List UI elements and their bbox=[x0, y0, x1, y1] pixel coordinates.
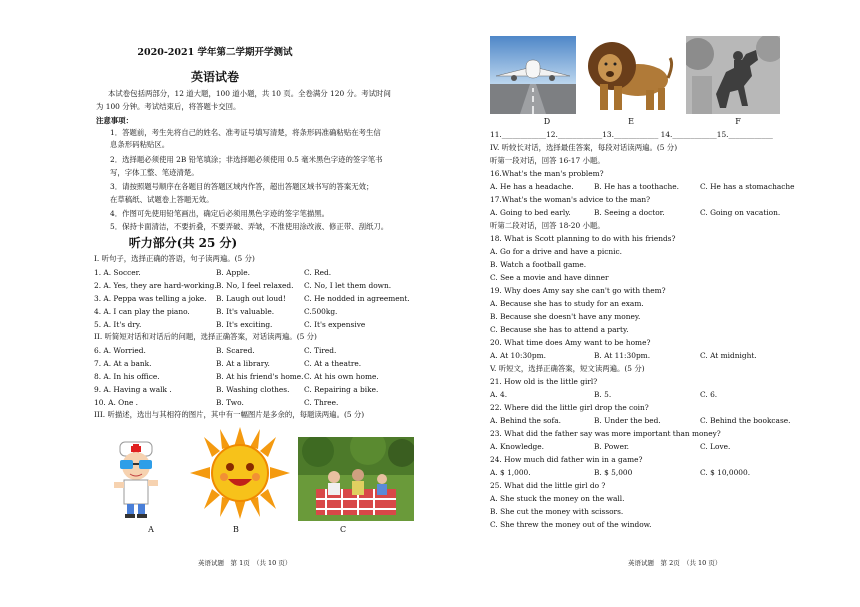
q18-option-c: C. See a movie and have dinner bbox=[490, 273, 609, 282]
q9-option-c: C. Repairing a bike. bbox=[304, 385, 379, 394]
q5-option-a: 5. A. It's dry. bbox=[94, 320, 142, 329]
q3-option-a: 3. A. Peppa was telling a joke. bbox=[94, 294, 207, 303]
section-4-instructions: IV. 听较长对话，选择最佳答案，每段对话读两遍。(5 分) bbox=[490, 143, 678, 152]
q10-option-a: 10. A. One . bbox=[94, 398, 139, 407]
smiling-sun-image bbox=[188, 425, 292, 521]
q22-option-b: B. Under the bed. bbox=[594, 416, 661, 425]
q7-option-b: B. At a library. bbox=[216, 359, 270, 368]
note-line: 1．答题前，考生先将自己的姓名、准考证号填写清楚，将条形码准确粘贴在考生信 bbox=[110, 128, 381, 137]
q21-option-a: A. 4. bbox=[490, 390, 508, 399]
q1-option-a: 1. A. Soccer. bbox=[94, 268, 141, 277]
notes-heading: 注意事项： bbox=[96, 116, 133, 125]
q21-option-c: C. 6. bbox=[700, 390, 718, 399]
q1-option-b: B. Apple. bbox=[216, 268, 251, 277]
note-line: 在草稿纸、试题卷上答题无效。 bbox=[110, 195, 214, 204]
q20-option-a: A. At 10:30pm. bbox=[490, 351, 546, 360]
q17-option-a: A. Going to bed early. bbox=[490, 208, 571, 217]
q9-option-a: 9. A. Having a walk . bbox=[94, 385, 172, 394]
q24-option-a: A. $ 1,000. bbox=[490, 468, 531, 477]
q20-question: 20. What time does Amy want to be home? bbox=[490, 338, 651, 347]
q21-question: 21. How old is the little girl? bbox=[490, 377, 598, 386]
subject-title: 英语试卷 bbox=[190, 70, 239, 84]
q24-question: 24. How much did father win in a game? bbox=[490, 455, 643, 464]
q23-option-a: A. Knowledge. bbox=[490, 442, 545, 451]
listening-heading: 听力部分(共 25 分) bbox=[128, 236, 238, 250]
q25-option-c: C. She threw the money out of the window. bbox=[490, 520, 652, 529]
q2-option-a: 2. A. Yes, they are hard-working. bbox=[94, 281, 217, 290]
q16-option-c: C. He has a stomachache bbox=[700, 182, 795, 191]
picture-label-a: A bbox=[148, 525, 154, 534]
q18-question: 18. What is Scott planning to do with his friends? bbox=[490, 234, 676, 243]
q25-option-b: B. She cut the money with scissors. bbox=[490, 507, 624, 516]
q2-option-c: C. No, I let them down. bbox=[304, 281, 392, 290]
q7-option-c: C. At a theatre. bbox=[304, 359, 362, 368]
picture-label-c: C bbox=[339, 525, 347, 534]
note-line: 2．选择题必须使用 2B 铅笔填涂；非选择题必须使用 0.5 毫米黑色字迹的签字笔书 bbox=[110, 155, 383, 164]
q5-option-b: B. It's exciting. bbox=[216, 320, 273, 329]
q22-option-c: C. Behind the bookcase. bbox=[700, 416, 791, 425]
section-2-instructions: II. 听简短对话和对话后的问题，选择正确答案，对话读两遍。(5 分) bbox=[94, 332, 317, 341]
q19-option-a: A. Because she has to study for an exam. bbox=[490, 299, 644, 308]
picture-label-b: B bbox=[233, 525, 239, 534]
q3-option-b: B. Laugh out loud! bbox=[216, 294, 286, 303]
q3-option-c: C. He nodded in agreement. bbox=[304, 294, 410, 303]
q19-option-c: C. Because she has to attend a party. bbox=[490, 325, 629, 334]
q4-option-c: C.500kg. bbox=[304, 307, 338, 316]
q19-option-b: B. Because she doesn't have any money. bbox=[490, 312, 641, 321]
dialog-2-note: 听第二段对话，回答 18-20 小题。 bbox=[490, 221, 605, 230]
section-1-instructions: I. 听句子，选择正确的答语，句子读两遍。(5 分) bbox=[94, 254, 255, 263]
section-3-instructions: III. 听描述，选出与其相符的图片，其中有一幅图片是多余的，每题读两遍。(5 分) bbox=[94, 410, 365, 419]
q25-question: 25. What did the little girl do ? bbox=[490, 481, 606, 490]
q8-option-b: B. At his friend's home. bbox=[216, 372, 304, 381]
picture-label-e: E bbox=[628, 117, 634, 126]
picture-label-f: F bbox=[735, 117, 741, 126]
answer-blanks-11-15: 11.____________12.____________13.____________ 14.____________15.____________ bbox=[490, 130, 773, 139]
q22-question: 22. Where did the little girl drop the coin? bbox=[490, 403, 649, 412]
q16-option-b: B. He has a toothache. bbox=[594, 182, 679, 191]
q23-option-b: B. Power. bbox=[594, 442, 630, 451]
q16-question: 16.What's the man's problem? bbox=[490, 169, 604, 178]
q4-option-a: 4. A. I can play the piano. bbox=[94, 307, 190, 316]
q16-option-a: A. He has a headache. bbox=[490, 182, 574, 191]
q24-option-c: C. $ 10,0000. bbox=[700, 468, 751, 477]
exam-header-title: 2020-2021 学年第二学期开学测试 bbox=[137, 47, 293, 58]
q10-option-b: B. Two. bbox=[216, 398, 244, 407]
page-2-footer: 英语试题 第 2页 （共 10 页） bbox=[628, 559, 722, 567]
q10-option-c: C. Three. bbox=[304, 398, 339, 407]
q4-option-b: B. It's valuable. bbox=[216, 307, 275, 316]
page-2 bbox=[430, 0, 860, 607]
horse-statue-photo bbox=[686, 36, 780, 114]
note-line: 息条形码粘贴区。 bbox=[110, 140, 170, 149]
q5-option-c: C. It's expensive bbox=[304, 320, 366, 329]
q25-option-a: A. She stuck the money on the wall. bbox=[490, 494, 625, 503]
q17-option-b: B. Seeing a doctor. bbox=[594, 208, 665, 217]
q6-option-c: C. Tired. bbox=[304, 346, 337, 355]
q6-option-a: 6. A. Worried. bbox=[94, 346, 146, 355]
section-5-instructions: V. 听短文，选择正确答案，短文读两遍。(5 分) bbox=[490, 364, 645, 373]
note-line: 写，字体工整、笔迹清楚。 bbox=[110, 168, 199, 177]
page-1-footer: 英语试题 第 1页 （共 10 页） bbox=[198, 559, 292, 567]
family-picnic-photo bbox=[298, 437, 414, 521]
q1-option-c: C. Red. bbox=[304, 268, 332, 277]
q8-option-a: 8. A. In his office. bbox=[94, 372, 160, 381]
q9-option-b: B. Washing clothes. bbox=[216, 385, 290, 394]
note-line: 5．保持卡面清洁，不要折叠，不要弄破、弄皱，不准使用涂改液、修正带、刮纸刀。 bbox=[110, 222, 389, 231]
q23-question: 23. What did the father say was more important than money? bbox=[490, 429, 721, 438]
note-line: 4．作图可先使用铅笔画出，确定后必须用黑色字迹的签字笔描黑。 bbox=[110, 209, 330, 218]
q22-option-a: A. Behind the sofa. bbox=[490, 416, 561, 425]
q20-option-b: B. At 11:30pm. bbox=[594, 351, 651, 360]
lion-photo bbox=[582, 34, 674, 114]
q19-question: 19. Why does Amy say she can't go with them? bbox=[490, 286, 666, 295]
picture-label-d: D bbox=[543, 117, 551, 126]
dialog-1-note: 听第一段对话，回答 16-17 小题。 bbox=[490, 156, 605, 165]
note-line: 3．请按照题号顺序在各题目的答题区域内作答，超出答题区域书写的答案无效； bbox=[110, 182, 374, 191]
airplane-runway-photo bbox=[490, 36, 576, 114]
q23-option-c: C. Love. bbox=[700, 442, 731, 451]
q2-option-b: B. No, I feel relaxed. bbox=[216, 281, 294, 290]
q17-question: 17.What's the woman's advice to the man? bbox=[490, 195, 651, 204]
q8-option-c: C. At his own home. bbox=[304, 372, 379, 381]
q17-option-c: C. Going on vacation. bbox=[700, 208, 781, 217]
q6-option-b: B. Scared. bbox=[216, 346, 255, 355]
q20-option-c: C. At midnight. bbox=[700, 351, 757, 360]
q21-option-b: B. 5. bbox=[594, 390, 612, 399]
q18-option-b: B. Watch a football game. bbox=[490, 260, 587, 269]
intro-line: 为 100 分钟。考试结束后，将答题卡交回。 bbox=[96, 102, 241, 111]
q18-option-a: A. Go for a drive and have a picnic. bbox=[490, 247, 622, 256]
q7-option-a: 7. A. At a bank. bbox=[94, 359, 152, 368]
doctor-cartoon-image bbox=[106, 440, 166, 520]
q24-option-b: B. $ 5,000 bbox=[594, 468, 633, 477]
intro-line: 本试卷包括两部分，12 道大题，100 道小题，共 10 页。全卷满分 120 分。考试时间 bbox=[108, 89, 391, 98]
